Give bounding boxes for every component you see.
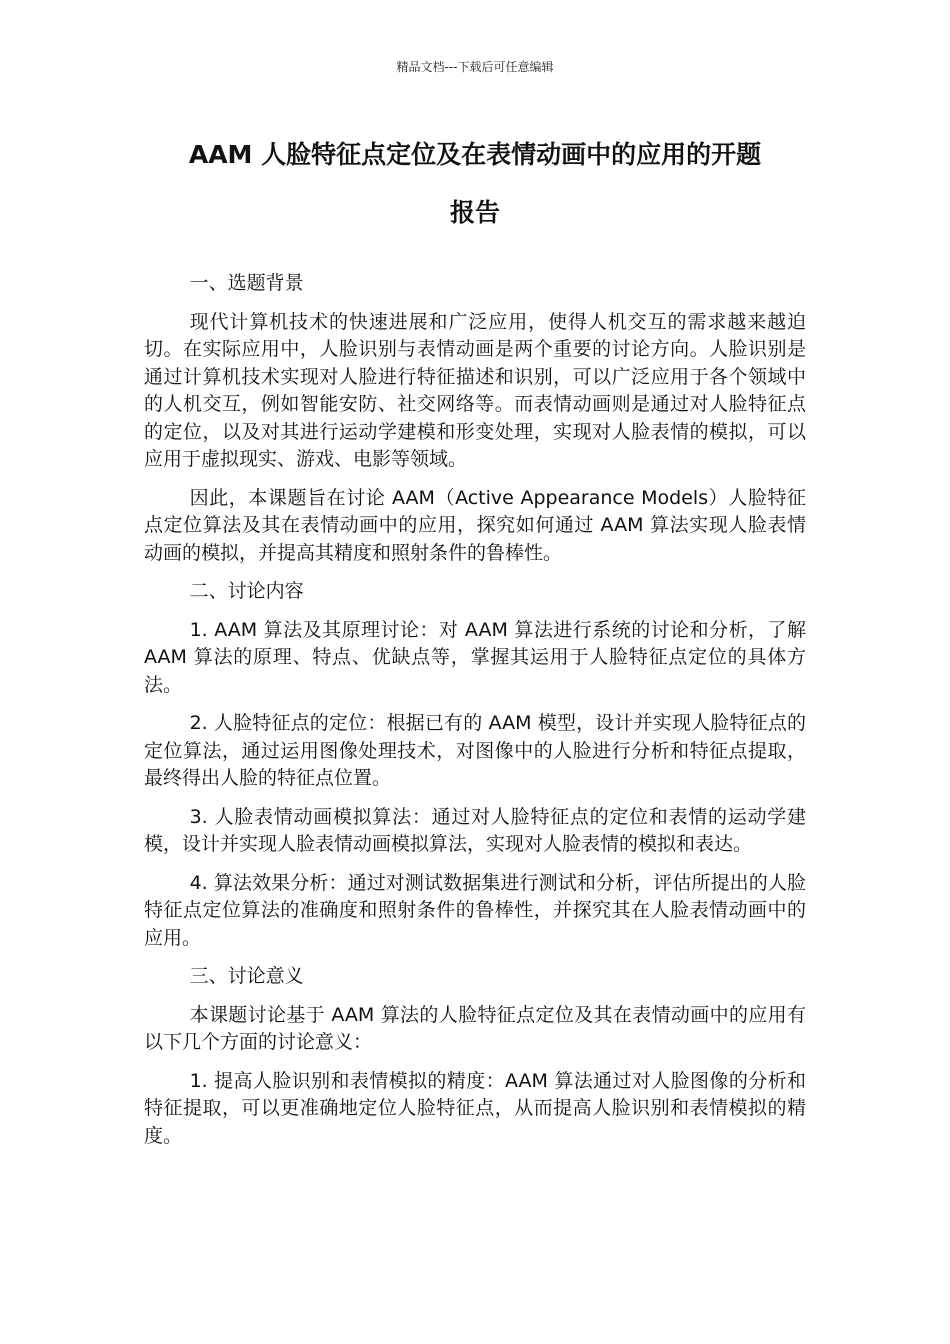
title-line-1: AAM 人脸特征点定位及在表情动画中的应用的开题: [188, 140, 762, 169]
paragraph: 2. 人脸特征点的定位：根据已有的 AAM 模型，设计并实现人脸特征点的定位算法，通过运用图像处理技术，对图像中的人脸进行分析和特征点提取，最终得出人脸的特征点位置。: [144, 712, 806, 789]
section-research-content: [144, 578, 806, 952]
paragraph: 因此，本课题旨在讨论 AAM（Active Appearance Models）人脸特征点定位算法及其在表情动画中的应用，探究如何通过 AAM 算法实现人脸表情动画的模拟，并提高其精度和照射条件的鲁棒性。: [144, 486, 806, 564]
paragraph: 本课题讨论基于 AAM 算法的人脸特征点定位及其在表情动画中的应用有以下几个方面的讨论意义：: [144, 1003, 806, 1053]
section-background: [144, 270, 806, 567]
paragraph: 1. 提高人脸识别和表情模拟的精度：AAM 算法通过对人脸图像的分析和特征提取，可以更准确地定位人脸特征点，从而提高人脸识别和表情模拟的精度。: [144, 1069, 806, 1147]
paragraph: 现代计算机技术的快速进展和广泛应用，使得人机交互的需求越来越迫切。在实际应用中，人脸识别与表情动画是两个重要的讨论方向。人脸识别是通过计算机技术实现对人脸进行特征描述和识别，可以广泛应用于各个领域中的人机交互，例如智能安防、社交网络等。而表情动画则是通过对人脸特征点的定位，以及对其进行运动学建模和形变处理，实现对人脸表情的模拟，可以应用于虚拟现实、游戏、电影等领域。: [144, 310, 806, 470]
paragraph: 4. 算法效果分析：通过对测试数据集进行测试和分析，评估所提出的人脸特征点定位算法的准确度和照射条件的鲁棒性，并探究其在人脸表情动画中的应用。: [144, 871, 806, 949]
paragraph: 3. 人脸表情动画模拟算法：通过对人脸特征点的定位和表情的运动学建模，设计并实现人脸表情动画模拟算法，实现对人脸表情的模拟和表达。: [144, 805, 806, 855]
document-title: [140, 126, 810, 242]
section-heading: 一、选题背景: [189, 272, 304, 294]
paragraph: 1. AAM 算法及其原理讨论：对 AAM 算法进行系统的讨论和分析，了解 AAM 算法的原理、特点、优缺点等，掌握其运用于人脸特征点定位的具体方法。: [144, 618, 806, 696]
section-significance: [144, 963, 806, 1150]
document-body: [144, 270, 806, 1161]
section-heading: 二、讨论内容: [189, 580, 304, 602]
header-note: 精品文档---下载后可任意编辑: [396, 60, 554, 74]
title-line-2: 报告: [449, 198, 500, 227]
section-heading: 三、讨论意义: [189, 965, 304, 987]
